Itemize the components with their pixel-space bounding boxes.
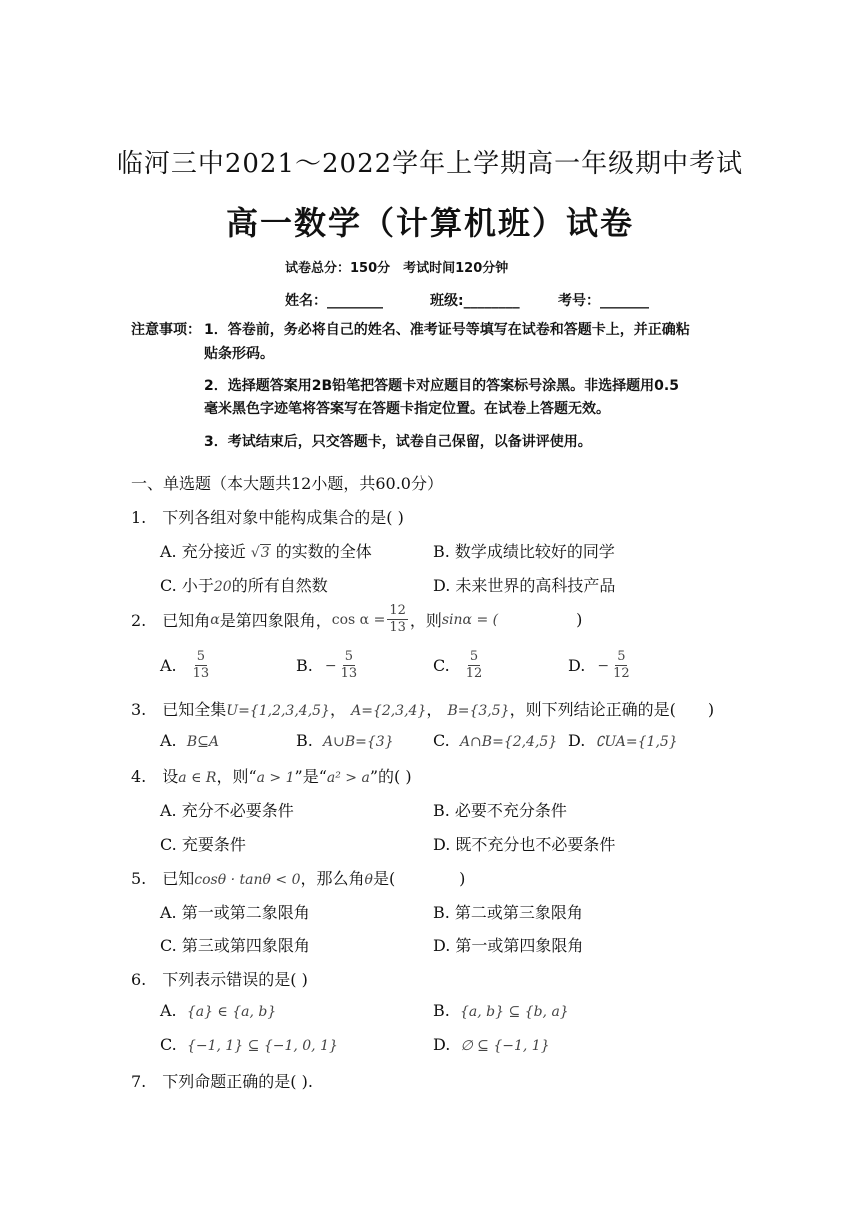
fraction-denominator: 13 — [192, 666, 210, 681]
q5-text: 5. 已知 — [131, 869, 195, 888]
option-label: C. — [433, 656, 450, 675]
q3-set-a: A={2,3,4} — [351, 703, 427, 719]
question-3-option-a — [160, 731, 219, 750]
q3-text: 3. 已知全集 — [131, 700, 227, 719]
option-label: D. — [433, 1035, 451, 1054]
question-1-option-a — [160, 539, 372, 562]
question-3-option-b — [296, 731, 394, 750]
q3-universal-set: U={1,2,3,4,5} — [226, 703, 330, 719]
question-2-option-a — [160, 649, 213, 682]
option-label: A. — [160, 656, 177, 675]
option-fraction — [191, 649, 212, 682]
question-1-option-c — [160, 573, 328, 596]
option-math: ∅ ⊆ {−1, 1} — [460, 1038, 550, 1054]
option-math: ∁UA={1,5} — [595, 734, 678, 750]
option-math: B⊆A — [186, 734, 219, 750]
option-label: D. — [568, 731, 586, 750]
name-field-label: 姓名：________ — [285, 293, 383, 309]
fraction-numerator: 12 — [389, 603, 406, 618]
q5-text-mid: ，那么角 — [300, 869, 365, 888]
fraction-numerator: 5 — [344, 649, 353, 664]
exam-subtitle: 高一数学（计算机班）试卷 — [225, 204, 634, 242]
question-5-option-c: C. 第三或第四象限角 — [160, 936, 310, 955]
option-fraction — [611, 649, 632, 682]
q2-text-mid: 是第四象限角， — [219, 611, 332, 630]
fraction-denominator: 13 — [340, 666, 358, 681]
q4-math-2: a > 1 — [256, 770, 295, 786]
q2-sin: sinα = ( — [441, 611, 499, 628]
question-3-option-d — [568, 731, 678, 750]
question-5-option-b: B. 第二或第三象限角 — [433, 903, 583, 922]
fraction-numerator: 5 — [469, 649, 479, 664]
option-a-text: A. 充分接近 — [160, 542, 246, 561]
question-5-option-a: A. 第一或第二象限角 — [160, 903, 310, 922]
sqrt-expression: √3 — [250, 545, 270, 561]
q2-text: 2. 已知角 — [131, 611, 211, 630]
question-1-stem: 1. 下列各组对象中能构成集合的是( ) — [131, 508, 404, 527]
sqrt-radicand: 3 — [260, 545, 270, 561]
question-3-option-c — [433, 731, 557, 750]
note-1-line1: 1．答卷前，务必将自己的姓名、准考证号等填写在试卷和答题卡上，并正确粘 — [204, 322, 690, 338]
question-2-stem — [131, 603, 582, 636]
question-7-stem: 7. 下列命题正确的是( ). — [131, 1072, 313, 1091]
question-2-option-b — [296, 649, 361, 682]
option-math: A∩B={2,4,5} — [459, 734, 558, 750]
question-6-stem: 6. 下列表示错误的是( ) — [131, 970, 308, 989]
q4-text-mid1: ，则“ — [216, 767, 257, 786]
minus-sign: − — [324, 657, 337, 674]
question-2-option-d — [568, 649, 634, 682]
question-5-option-d: D. 第一或第四象限角 — [433, 936, 584, 955]
option-fraction — [464, 649, 485, 682]
option-label: B. — [296, 656, 313, 675]
note-2-line2: 毫米黑色字迹笔将答案写在答题卡指定位置。在试卷上答题无效。 — [204, 401, 610, 417]
q4-text-mid2: ”是“ — [294, 767, 327, 786]
question-4-stem — [131, 764, 412, 787]
fraction-numerator: 5 — [196, 649, 206, 664]
option-label: A. — [160, 1001, 177, 1020]
option-math: {a, b} ⊆ {b, a} — [460, 1004, 569, 1020]
fraction-denominator: 12 — [613, 666, 630, 681]
option-label: B. — [433, 1001, 450, 1020]
q5-math-2: θ — [364, 872, 373, 888]
question-1-option-d: D. 未来世界的高科技产品 — [433, 576, 616, 595]
option-label: C. — [433, 731, 450, 750]
question-2-option-c — [433, 649, 486, 682]
question-4-option-b: B. 必要不充分条件 — [433, 801, 567, 820]
option-math: A∪B={3} — [323, 734, 394, 750]
q5-text-suffix: 是( ) — [372, 869, 466, 888]
exam-number-field-label: 考号：_______ — [558, 293, 649, 309]
note-2-line1: 2．选择题答案用2B铅笔把答题卡对应题目的答案标号涂黑。非选择题用0.5 — [204, 378, 679, 394]
q2-alpha: α — [210, 611, 220, 628]
option-math: {a} ∈ {a, b} — [186, 1004, 277, 1020]
option-c-text: C. 小于 — [160, 576, 214, 595]
q2-cos: cos α = — [331, 611, 386, 628]
option-label: A. — [160, 731, 177, 750]
question-3-stem — [131, 697, 714, 720]
question-5-stem — [131, 866, 465, 889]
q2-cos-fraction — [387, 603, 408, 636]
option-c-text-suffix: 的所有自然数 — [231, 576, 328, 595]
question-4-option-d: D. 既不充分也不必要条件 — [433, 835, 616, 854]
notes-label: 注意事项： — [131, 322, 201, 338]
q4-text: 4. 设 — [131, 767, 179, 786]
q2-close-paren: ) — [576, 610, 583, 629]
q2-text-then: ，则 — [409, 611, 442, 630]
question-4-option-c: C. 充要条件 — [160, 835, 246, 854]
option-a-text-suffix: 的实数的全体 — [275, 542, 372, 561]
question-6-option-c — [160, 1035, 338, 1054]
fraction-denominator: 12 — [465, 666, 483, 681]
question-6-option-b — [433, 1001, 569, 1020]
option-fraction — [339, 649, 360, 682]
q5-math-1: cosθ · tanθ < 0 — [194, 872, 301, 888]
question-6-option-a — [160, 1001, 276, 1020]
q3-comma: ， — [426, 700, 443, 719]
q4-text-suffix: ”的( ) — [369, 767, 412, 786]
q3-set-b: B={3,5} — [447, 703, 510, 719]
question-1-option-b: B. 数学成绩比较好的同学 — [433, 542, 615, 561]
q4-math-1: a ∈ R — [178, 770, 217, 786]
option-label: C. — [160, 1035, 177, 1054]
option-label: D. — [568, 656, 586, 675]
fraction-denominator: 13 — [389, 620, 406, 635]
option-math: {−1, 1} ⊆ {−1, 0, 1} — [186, 1038, 338, 1054]
fraction-numerator: 5 — [617, 649, 626, 664]
exam-title: 临河三中2021～2022学年上学期高一年级期中考试 — [116, 149, 744, 179]
q3-text-suffix: ，则下列结论正确的是( ) — [509, 700, 715, 719]
minus-sign: − — [597, 657, 610, 674]
score-time-info: 试卷总分：150分 考试时间120分钟 — [285, 261, 509, 276]
q3-comma: ， — [329, 700, 346, 719]
option-c-math: 20 — [213, 579, 232, 595]
note-1-line2: 贴条形码。 — [204, 346, 274, 362]
note-3: 3．考试结束后，只交答题卡，试卷自己保留，以备讲评使用。 — [204, 434, 592, 450]
section-title: 一、单选题（本大题共12小题，共60.0分） — [131, 474, 443, 493]
option-label: B. — [296, 731, 313, 750]
question-4-option-a: A. 充分不必要条件 — [160, 801, 294, 820]
class-field-label: 班级:________ — [430, 293, 520, 309]
question-6-option-d — [433, 1035, 550, 1054]
q4-math-3: a² > a — [326, 770, 370, 786]
